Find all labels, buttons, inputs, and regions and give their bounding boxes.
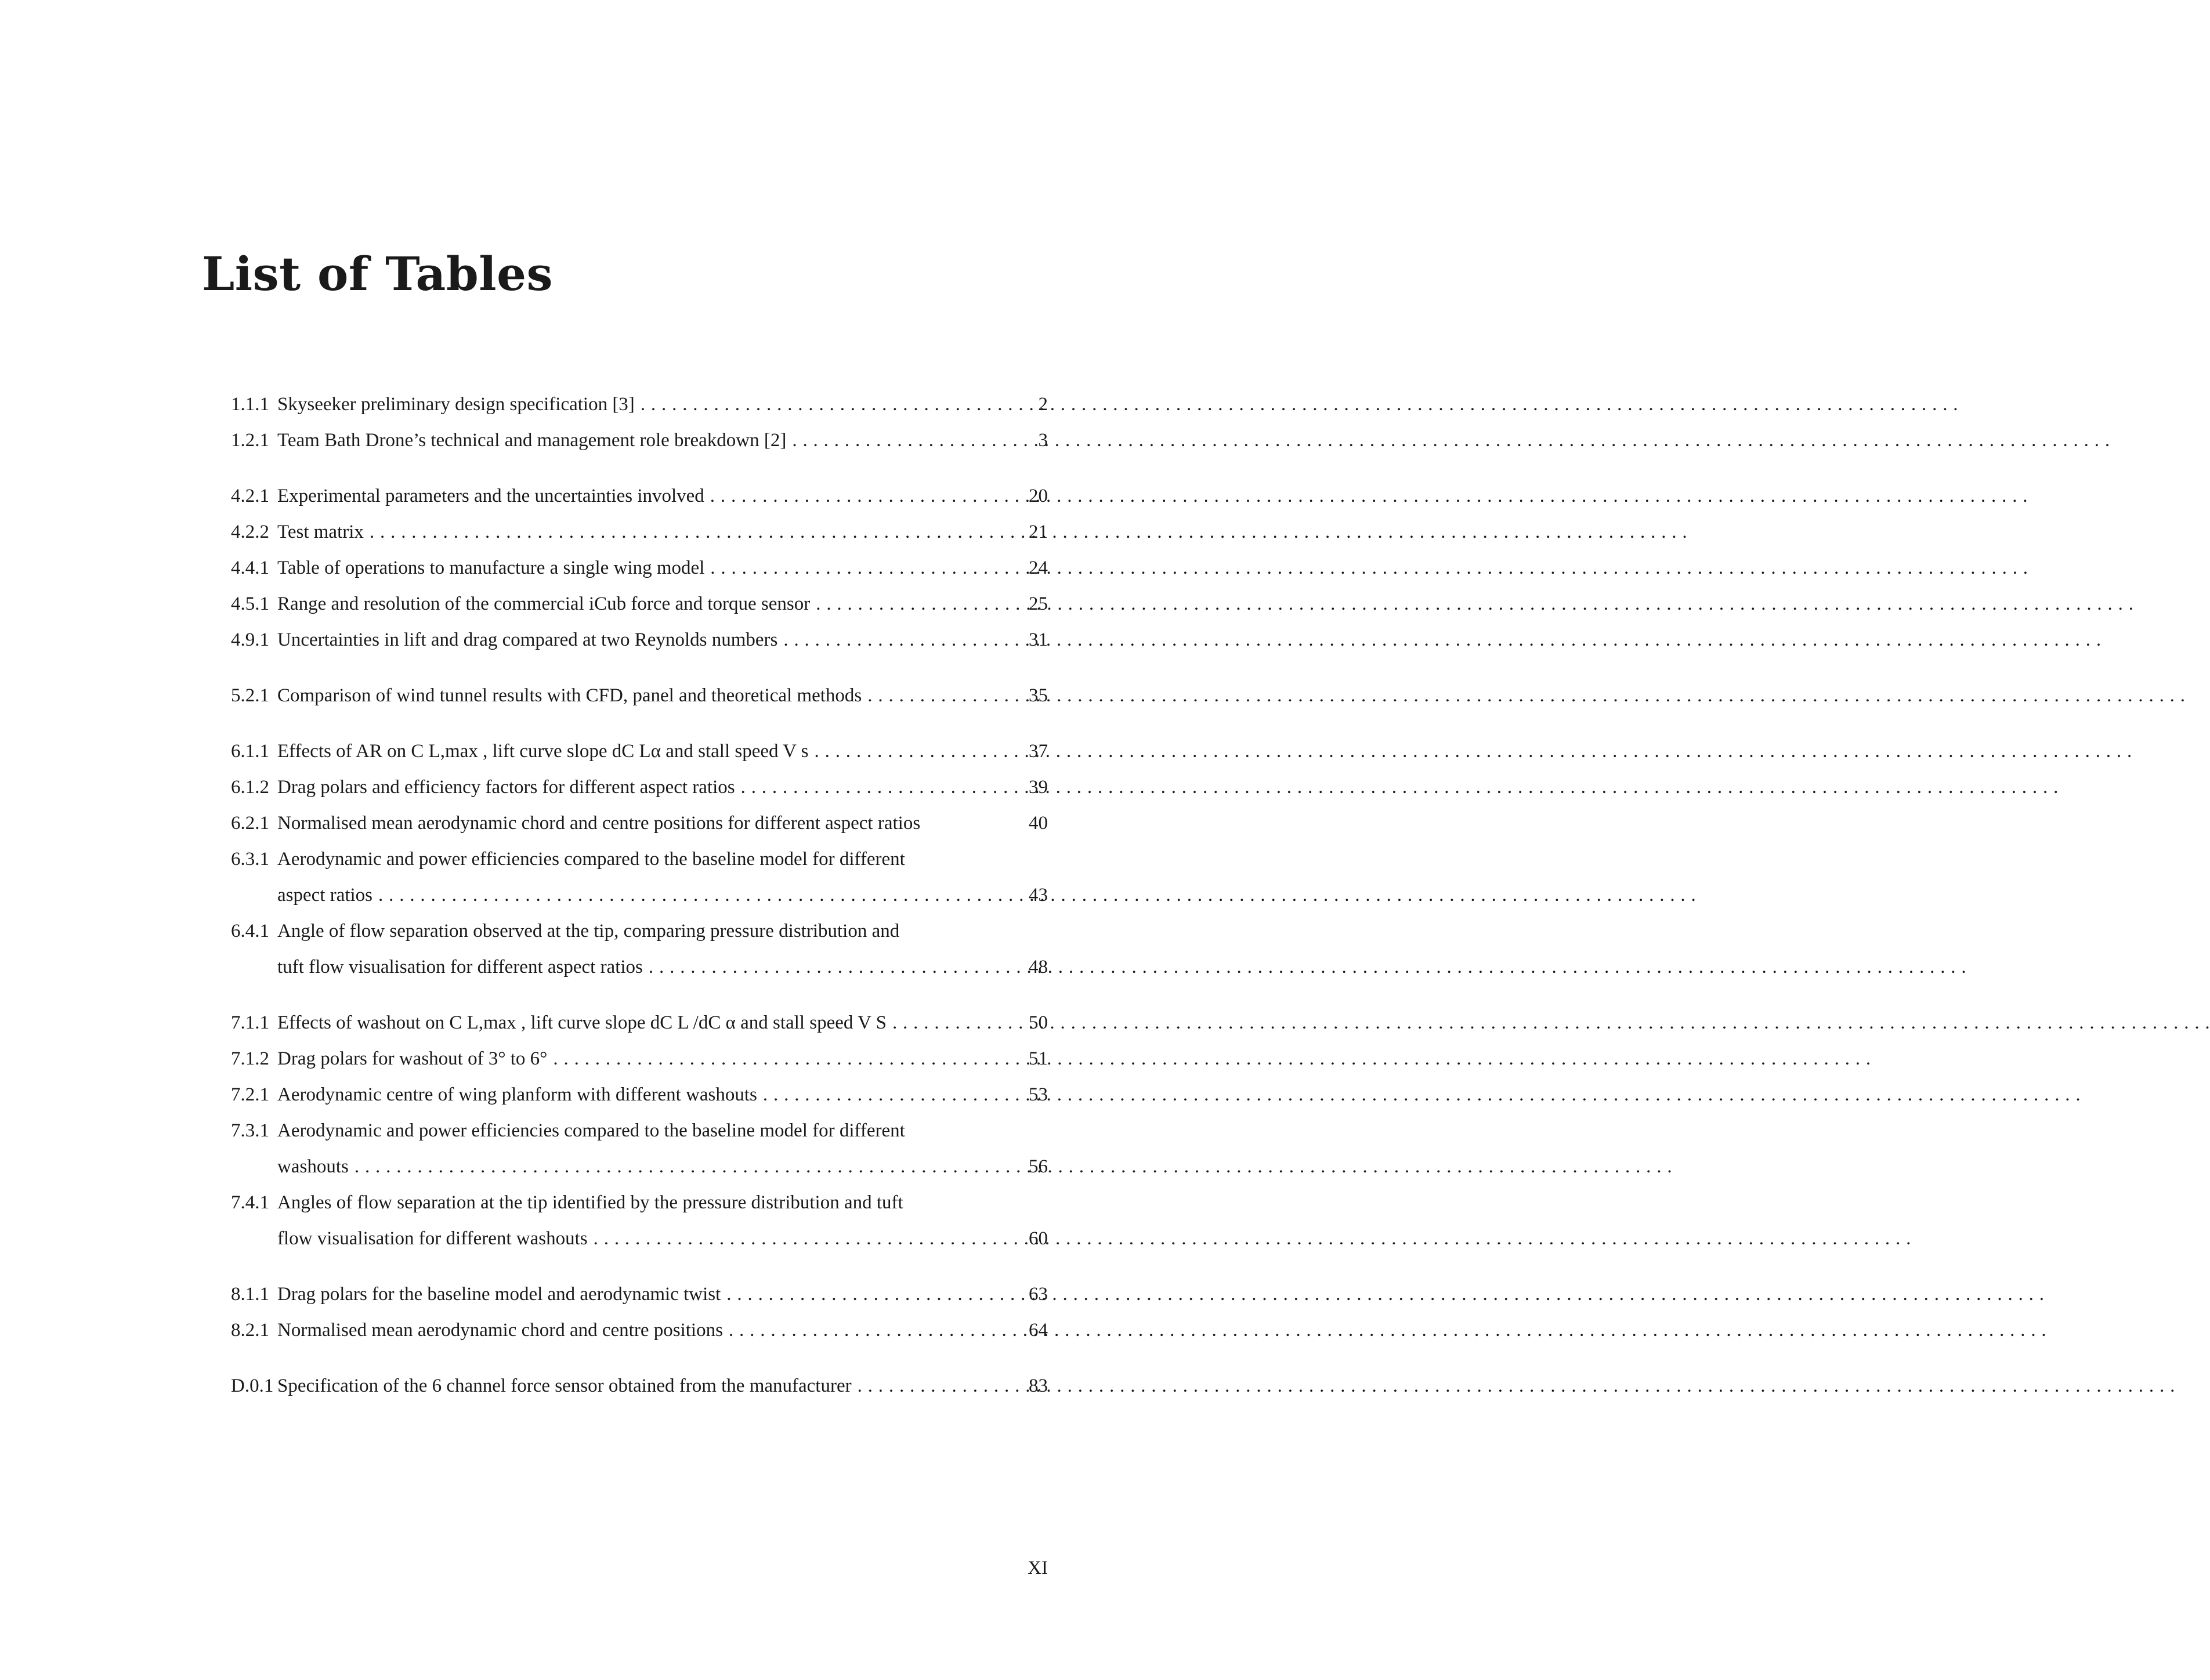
toc-entry[interactable] — [231, 1011, 1048, 1034]
dot-leader — [786, 429, 1017, 452]
toc-entry[interactable] — [231, 1319, 1048, 1342]
entry-number: 5.2.1 — [231, 685, 269, 706]
toc-entry[interactable] — [231, 592, 1048, 615]
entry-title-continued: washouts — [277, 1156, 349, 1177]
entry-title: Effects of washout on C L,max , lift curve slope dC L /dC α and stall speed V S — [277, 1012, 887, 1033]
entry-title: Aerodynamic and power efficiencies compared to the baseline model for different — [277, 849, 905, 870]
entry-number: 4.2.2 — [231, 522, 269, 542]
entry-title-continued: tuft flow visualisation for different aspect ratios — [277, 957, 643, 977]
entry-title: Team Bath Drone’s technical and management role breakdown [2] — [277, 430, 787, 451]
entry-number: 7.3.1 — [231, 1120, 269, 1141]
entry-number: 6.3.1 — [231, 849, 269, 870]
dot-leader — [364, 520, 1017, 544]
entry-title: Test matrix — [277, 522, 364, 542]
entry-page: 3 — [1038, 430, 1048, 451]
toc-entry[interactable] — [231, 484, 1048, 508]
entry-title-continued: flow visualisation for different washouts — [277, 1228, 588, 1249]
entry-title: Experimental parameters and the uncertainties involved — [277, 486, 704, 506]
entry-number: 6.1.1 — [231, 741, 269, 762]
entry-title: Specification of the 6 channel force sensor obtained from the manufacturer — [277, 1375, 852, 1396]
dot-leader — [372, 884, 1017, 907]
entry-title: Effects of AR on C L,max , lift curve slope dC Lα and stall speed V s — [277, 741, 809, 762]
entry-title: Drag polars and efficiency factors for different aspect ratios — [277, 777, 735, 798]
entry-page: 40 — [1029, 813, 1048, 834]
entry-title: Drag polars for the baseline model and aerodynamic twist — [277, 1284, 721, 1305]
entry-number: 1.1.1 — [231, 394, 269, 415]
entry-number: 4.5.1 — [231, 593, 269, 614]
toc-entry[interactable] — [231, 1374, 1048, 1397]
entry-page: 83 — [1029, 1375, 1048, 1396]
toc-entry[interactable] — [231, 848, 1048, 907]
entry-title: Skyseeker preliminary design specification [3] — [277, 394, 635, 415]
dot-leader — [721, 1283, 1017, 1306]
dot-leader — [735, 776, 1017, 799]
entry-page: 2 — [1038, 394, 1048, 415]
entry-page: 48 — [1029, 957, 1048, 977]
entry-page: 37 — [1029, 741, 1048, 762]
toc-entry[interactable] — [231, 812, 1048, 835]
entry-page: 53 — [1029, 1084, 1048, 1105]
entry-number: 8.1.1 — [231, 1284, 269, 1305]
entry-number: 4.4.1 — [231, 557, 269, 578]
entry-page: 21 — [1029, 522, 1048, 542]
toc-entry[interactable] — [231, 628, 1048, 651]
entry-number: 6.2.1 — [231, 813, 269, 834]
entry-page: 51 — [1029, 1048, 1048, 1069]
entry-title-continued: aspect ratios — [277, 885, 373, 906]
entry-page: 39 — [1029, 777, 1048, 798]
entry-number: 6.4.1 — [231, 921, 269, 942]
toc-entry[interactable] — [231, 393, 1048, 416]
entry-page: 50 — [1029, 1012, 1048, 1033]
entry-title: Aerodynamic centre of wing planform with different washouts — [277, 1084, 757, 1105]
entry-number: 7.2.1 — [231, 1084, 269, 1105]
dot-leader — [588, 1227, 1017, 1250]
dot-leader — [704, 556, 1017, 580]
toc-entry[interactable] — [231, 1047, 1048, 1070]
toc-entry[interactable] — [231, 429, 1048, 452]
entry-number: 8.2.1 — [231, 1320, 269, 1341]
toc-entry[interactable] — [231, 556, 1048, 580]
entry-page: 24 — [1029, 557, 1048, 578]
entry-number: 6.1.2 — [231, 777, 269, 798]
entry-number: 7.4.1 — [231, 1192, 269, 1213]
toc-entry[interactable] — [231, 1119, 1048, 1178]
dot-leader — [862, 684, 1017, 707]
entry-page: 64 — [1029, 1320, 1048, 1341]
entry-page: 43 — [1029, 885, 1048, 906]
entry-title: Normalised mean aerodynamic chord and centre positions for different aspect ratios — [277, 813, 921, 834]
dot-leader — [635, 393, 1017, 416]
entry-title: Range and resolution of the commercial iCub force and torque sensor — [277, 593, 811, 614]
dot-leader — [349, 1155, 1017, 1178]
toc-entry[interactable] — [231, 919, 1048, 979]
entry-title: Uncertainties in lift and drag compared at two Reynolds numbers — [277, 629, 778, 650]
page-number: XI — [1028, 1558, 1048, 1578]
entry-page: 35 — [1029, 685, 1048, 706]
entry-title: Table of operations to manufacture a single wing model — [277, 557, 705, 578]
entry-title: Angles of flow separation at the tip identified by the pressure distribution and tuft — [277, 1192, 903, 1213]
entry-number: 4.2.1 — [231, 486, 269, 506]
entry-title: Aerodynamic and power efficiencies compared to the baseline model for different — [277, 1120, 905, 1141]
entry-page: 60 — [1029, 1228, 1048, 1249]
dot-leader — [723, 1319, 1017, 1342]
entry-title: Comparison of wind tunnel results with CFD, panel and theoretical methods — [277, 685, 862, 706]
toc-entry[interactable] — [231, 1083, 1048, 1106]
dot-leader — [809, 740, 1017, 763]
toc-entry[interactable] — [231, 1283, 1048, 1306]
dot-leader — [704, 484, 1017, 508]
toc-entry[interactable] — [231, 776, 1048, 799]
dot-leader — [852, 1374, 1017, 1397]
entry-title: Drag polars for washout of 3° to 6° — [277, 1048, 548, 1069]
dot-leader — [757, 1083, 1017, 1106]
page-title: List of Tables — [202, 247, 554, 301]
entry-title: Angle of flow separation observed at the tip, comparing pressure distribution and — [277, 921, 900, 942]
toc-entry[interactable] — [231, 520, 1048, 544]
entry-number: 7.1.1 — [231, 1012, 269, 1033]
entry-title: Normalised mean aerodynamic chord and centre positions — [277, 1320, 723, 1341]
entry-page: 20 — [1029, 486, 1048, 506]
entry-number: D.0.1 — [231, 1375, 274, 1396]
dot-leader — [643, 955, 1017, 979]
dot-leader — [810, 592, 1017, 615]
toc-entry[interactable] — [231, 684, 1048, 707]
dot-leader — [777, 628, 1017, 651]
entry-page: 25 — [1029, 593, 1048, 614]
entry-page: 63 — [1029, 1284, 1048, 1305]
entry-number: 1.2.1 — [231, 430, 269, 451]
entry-page: 31 — [1029, 629, 1048, 650]
dot-leader — [887, 1011, 1017, 1034]
entry-page: 56 — [1029, 1156, 1048, 1177]
entry-number: 7.1.2 — [231, 1048, 269, 1069]
dot-leader — [547, 1047, 1017, 1070]
entry-number: 4.9.1 — [231, 629, 269, 650]
toc-entry[interactable] — [231, 1191, 1048, 1250]
toc-entry[interactable] — [231, 740, 1048, 763]
